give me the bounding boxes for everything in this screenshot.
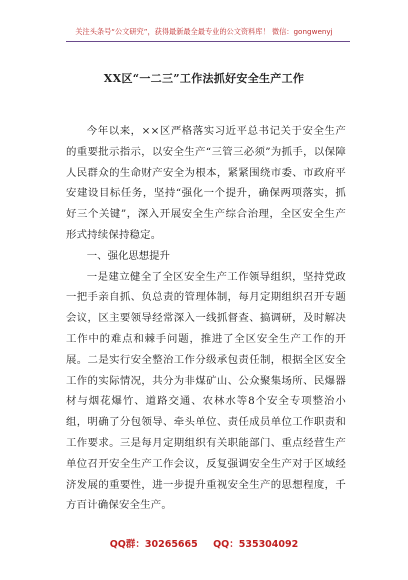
header-divider xyxy=(66,41,350,42)
qq-label: QQ：535304092 xyxy=(213,539,299,550)
header-banner: 关注头条号“公文研究”，获得最新最全最专业的公文资料库！ 微信：gongwenyj xyxy=(75,27,333,36)
document-title: XX区“一二三”工作法抓好安全生产工作 xyxy=(103,72,305,85)
footer-contact xyxy=(0,536,408,550)
body-paragraph: 一是建立健全了全区安全生产工作领导组织，坚持党政一把手亲自抓、负总责的管理体制，每月定期组织召开专题会议，区主要领导经常深入一线抓督查、搞调研，及时解决工作中的难点和棘手问题，推进了全区安全生产工作的开展。二是实行安全整治工作分级承包责任制，根据全区安全工作的实际情况，共分为非煤矿山、公众聚集场所、民爆器材与烟花爆竹、道路交通、农林水等8个安全专项整治小组，明确了分包领导、牵头单位、责任成员单位工作职责和工作要求。三是每月定期组织有关职能部门、重点经营生产单位召开安全生产工作会议，反复强调安全生产对于区域经济发展的重要性，进一步提升重视安全生产的思想程度，千方百计确保安全生产。 xyxy=(66,270,346,512)
intro-paragraph: 今年以来，××区严格落实习近平总书记关于安全生产的重要批示指示，以安全生产“三管三必须”为抓手，以保障人民群众的生命财产安全为根本，紧紧围绕市委、市政府平安建设目标任务，坚持“强化一个提升，确保两项落实，抓好三个关键”，深入开展安全生产综合治理，全区安全生产形式持续保持稳定。 xyxy=(66,125,346,241)
qq-group-label: QQ群：30265665 xyxy=(109,539,198,550)
document-body xyxy=(66,121,346,516)
section-heading: 一、强化思想提升 xyxy=(86,249,170,262)
